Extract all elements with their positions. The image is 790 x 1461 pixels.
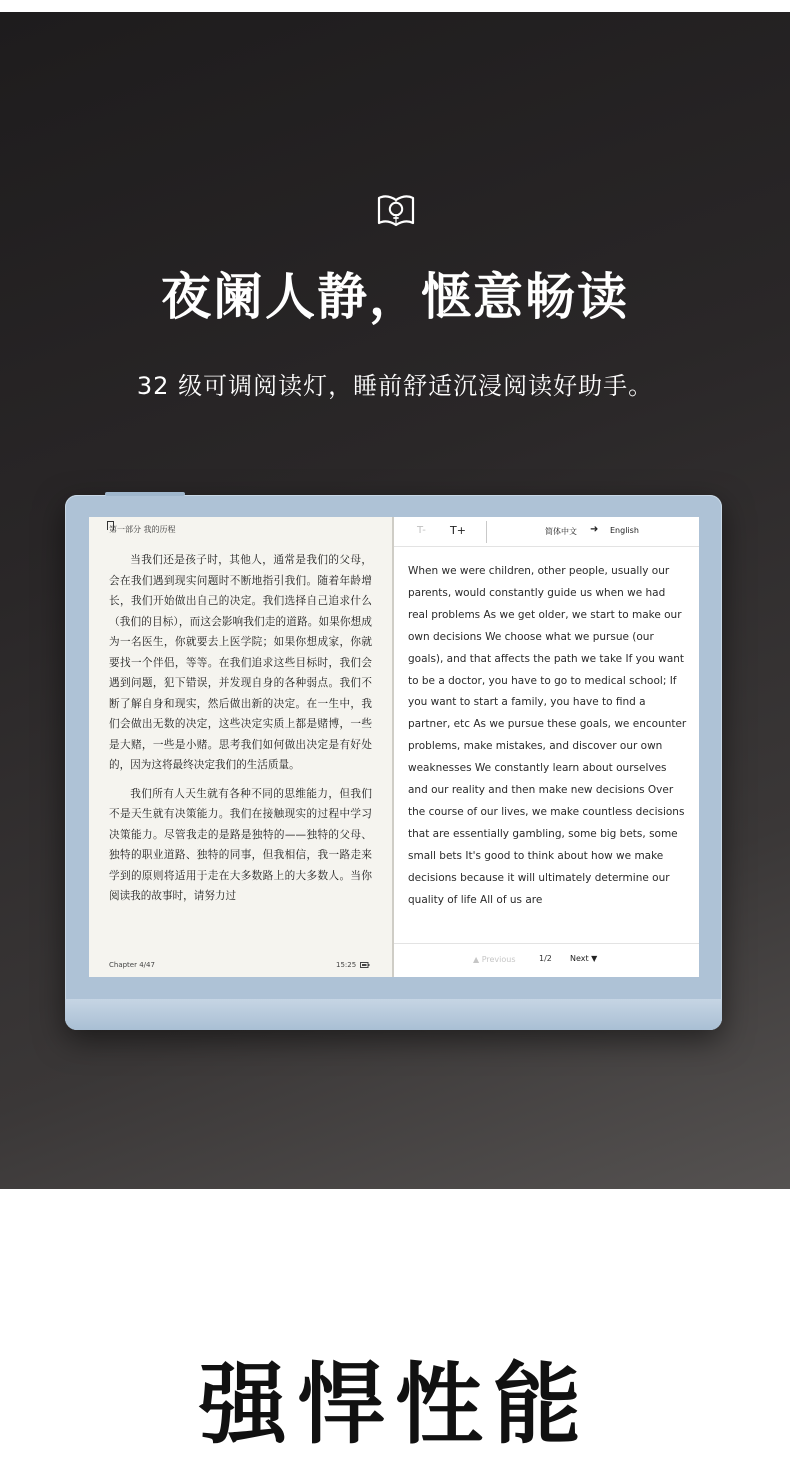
next-section-title: 强悍性能 xyxy=(198,1353,591,1456)
power-button xyxy=(105,492,185,496)
translated-text: When we were children, other people, usually our parents, would constantly guide us when we had real problems As we get older, we start to make our own decisions We choose what we pursue (our goals), and that affects the path we take If you want to be a doctor, you have to go to medical school; If you want to start a family, you have to find a partner, etc As we pursue these goals, we encounter problems, make mistakes, and discover our own weaknesses We constantly learn about ourselves and our reality and then make new decisions Over the course of our lives, we make countless decisions that are essentially gambling, some big bets, some small bets It's good to think about how we make decisions because it will ultimately determine our quality of life All of us are xyxy=(408,565,687,906)
arrow-right-icon: ➜ xyxy=(590,524,599,535)
paragraph: 当我们还是孩子时，其他人，通常是我们的父母，会在我们遇到现实问题时不断地指引我们。随着年龄增长，我们开始做出自己的决定。我们选择自己追求什么（我们的目标），而这会影响我们走的道路。如果你想成为一名医生，你就要去上医学院；如果你想成家，你就要找一个伴侣，等等。在我们追求这些目标时，我们会遇到问题，犯下错误，并发现自身的各种弱点。我们不断了解自身和现实，然后做出新的决定。在一生中，我们会做出无数的决定，这些决定实质上都是赌博，一些是大赌，一些是小赌。思考我们如何做出决定是有好处的，因为这将最终决定我们的生活质量。 xyxy=(109,554,372,771)
pagination xyxy=(394,943,699,977)
chapter-header: 第一部分 我的历程 xyxy=(109,525,176,534)
font-decrease-button[interactable]: T- xyxy=(417,525,426,536)
status-clock xyxy=(336,961,370,969)
original-text-page xyxy=(89,517,392,977)
device-chin xyxy=(65,999,722,1030)
toolbar-separator xyxy=(486,521,487,543)
ereader-device xyxy=(65,495,722,1030)
book-lightbulb-icon xyxy=(375,189,417,231)
chinese-body-text xyxy=(109,550,372,915)
hero-section xyxy=(0,12,790,1189)
time-text: 15:25 xyxy=(336,961,357,969)
translation-panel xyxy=(394,517,699,977)
source-language[interactable]: 简体中文 xyxy=(545,527,577,536)
top-strip xyxy=(0,0,790,12)
target-language[interactable]: English xyxy=(610,526,639,535)
translation-toolbar xyxy=(394,517,699,547)
page-indicator: 1/2 xyxy=(539,954,552,963)
hero-subtitle: 32 级可调阅读灯，睡前舒适沉浸阅读好助手。 xyxy=(136,372,654,400)
hero-title: 夜阑人静，惬意畅读 xyxy=(161,268,629,326)
previous-button[interactable]: ▲ Previous xyxy=(473,955,516,964)
paragraph: 我们所有人天生就有各种不同的思维能力，但我们不是天生就有决策能力。我们在接触现实的过程中学习决策能力。尽管我走的是路是独特的——独特的父母、独特的职业道路、独特的同事，但我相信，我一路走来学到的原则将适用于走在大多数路上的大多数人。当你阅读我的故事时，请努力过 xyxy=(109,787,372,902)
next-button[interactable]: Next ▼ xyxy=(570,954,598,963)
chapter-progress: Chapter 4/47 xyxy=(109,961,155,969)
font-increase-button[interactable]: T+ xyxy=(450,524,466,537)
battery-icon xyxy=(360,962,370,968)
ereader-screen xyxy=(89,517,699,977)
